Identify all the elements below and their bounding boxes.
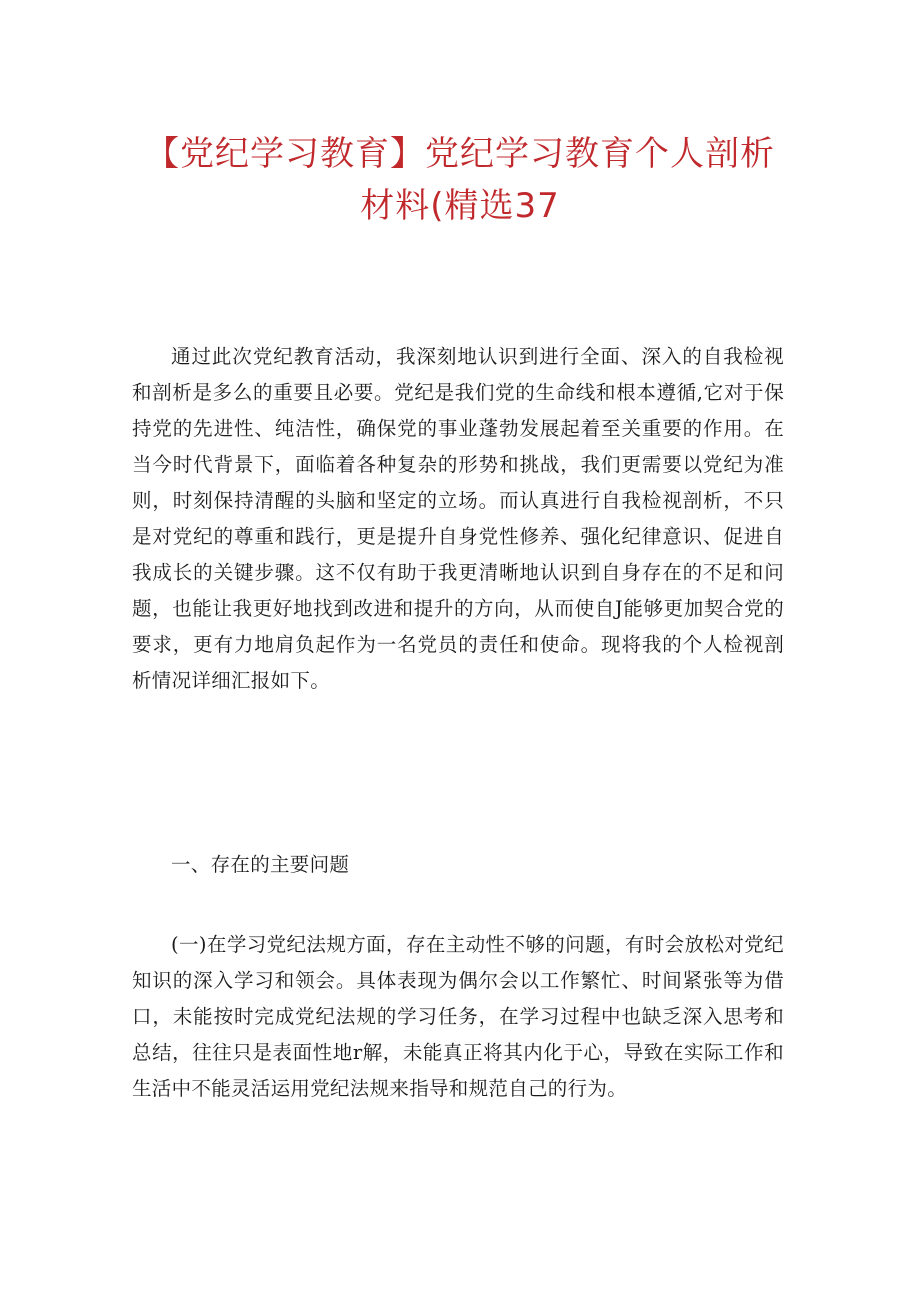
section-heading-main-issues: 一、存在的主要问题: [171, 853, 350, 876]
issue-paragraph-1: (一)在学习党纪法规方面，存在主动性不够的问题，有时会放松对党纪知识的深入学习和领会。具体表现为偶尔会以工作繁忙、时间紧张等为借口，未能按时完成党纪法规的学习任务，在学习过程中也缺乏深入思考和总结，往往只是表面性地r解，未能真正将其内化于心，导致在实际工作和生活中不能灵活运用党纪法规来指导和规范自己的行为。: [132, 933, 784, 1100]
document-title: [100, 128, 820, 232]
intro-paragraph: 通过此次党纪教育活动，我深刻地认识到进行全面、深入的自我检视和剖析是多么的重要且必要。党纪是我们党的生命线和根本遵循,它对于保持党的先进性、纯洁性，确保党的事业蓬勃发展起着至关重要的作用。在当今时代背景下，面临着各种复杂的形势和挑战，我们更需要以党纪为准则，时刻保持清醒的头脑和坚定的立场。而认真进行自我检视剖析，不只是对党纪的尊重和践行，更是提升自身党性修养、强化纪律意识、促进自我成长的关键步骤。这不仅有助于我更清晰地认识到自身存在的不足和问题，也能让我更好地找到改进和提升的方向，从而使自J能够更加契合党的要求，更有力地肩负起作为一名党员的责任和使命。现将我的个人检视剖析情况详细汇报如下。: [132, 345, 784, 692]
title-line-2: 材料(精选37: [360, 186, 560, 226]
title-line-1: 【党纪学习教育】党纪学习教育个人剖析: [145, 134, 775, 174]
